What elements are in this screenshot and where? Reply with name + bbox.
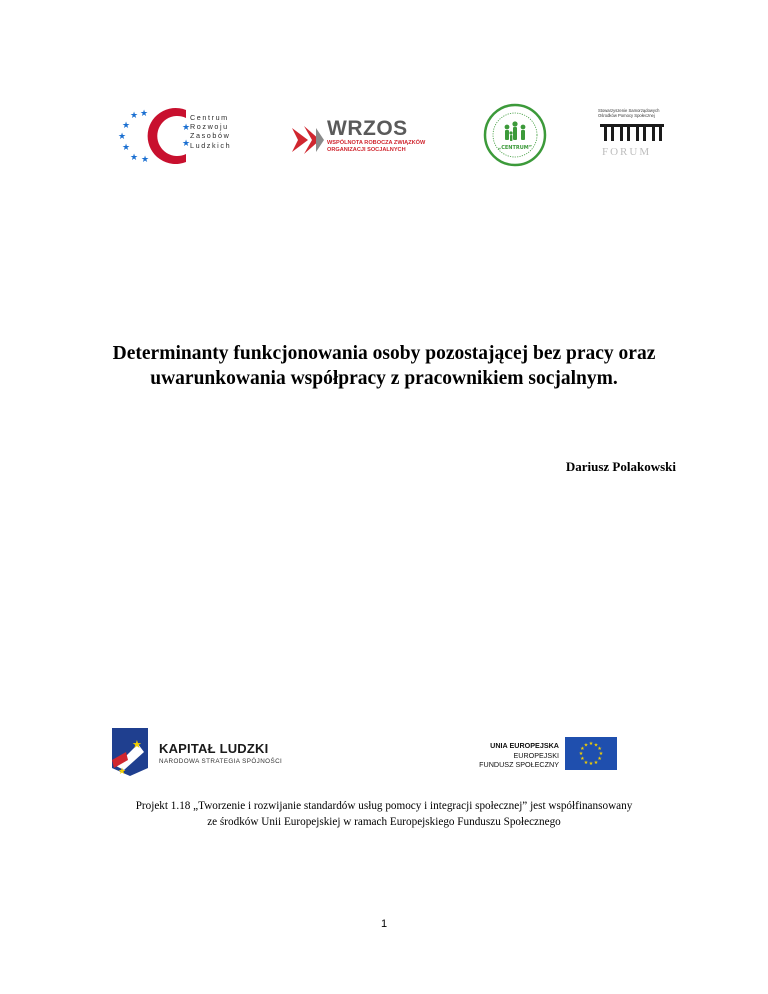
eu-flag-star: ★ [580, 756, 585, 763]
eu-flag-star: ★ [580, 746, 585, 753]
centrum-logo-icon [483, 103, 547, 167]
crzl-logo-text: Centrum Rozwoju Zasobów Ludzkich [190, 113, 232, 150]
kapital-ludzki-title: KAPITAŁ LUDZKI [159, 741, 269, 756]
svg-text:★: ★ [118, 767, 127, 777]
eu-fund-text: UNIA EUROPEJSKA EUROPEJSKI FUNDUSZ SPOŁECZNY [479, 741, 559, 769]
eu-flag-star: ★ [598, 751, 604, 758]
eu-flag-star: ★ [588, 761, 594, 768]
svg-text:★: ★ [130, 111, 139, 121]
svg-text:★: ★ [122, 143, 131, 153]
page-number: 1 [380, 918, 388, 930]
eu-flag-star: ★ [597, 746, 602, 753]
svg-text:★: ★ [130, 153, 139, 163]
wrzos-logo-title: WRZOS [327, 117, 408, 140]
eu-flag-star: ★ [597, 756, 602, 763]
author-name: Dariusz Polakowski [565, 459, 676, 474]
document-title: Determinanty funkcjonowania osoby pozostającej bez pracy oraz uwarunkowania współpracy z pracownikiem socjalnym. [112, 343, 656, 389]
eu-flag-star: ★ [593, 759, 599, 766]
svg-text:★: ★ [140, 109, 149, 119]
svg-text:★: ★ [118, 132, 127, 142]
eu-flag-star: ★ [578, 751, 584, 758]
kapital-ludzki-subtitle: NARODOWA STRATEGIA SPÓJNOŚCI [159, 758, 283, 765]
svg-text:★: ★ [141, 155, 150, 165]
forum-logo-word: FORUM [602, 146, 652, 158]
wrzos-logo-subtitle: WSPÓLNOTA ROBOCZA ZWIĄZKÓW ORGANIZACJI SOCJALNYCH [327, 140, 426, 153]
eu-flag-star: ★ [593, 742, 599, 749]
eu-flag-star: ★ [588, 741, 594, 748]
project-footnote: Projekt 1.18 „Tworzenie i rozwijanie standardów usług pomocy i integracji społecznej” jest współfinansowany ze środków Unii Europejskiej w ramach Europejskiego Funduszu Społecznego [135, 800, 633, 828]
svg-text:„CENTRUM”: „CENTRUM” [497, 145, 533, 151]
forum-logo-caption: Stowarzyszenie Samorządowych Ośrodków Pomocy Społecznej [598, 108, 660, 118]
eu-flag-star: ★ [583, 742, 589, 749]
svg-text:★: ★ [132, 738, 142, 751]
eu-flag-icon [565, 737, 617, 770]
svg-text:★: ★ [122, 121, 131, 131]
svg-text:★: ★ [182, 123, 191, 133]
svg-text:★: ★ [182, 139, 191, 149]
eu-flag-star: ★ [583, 759, 589, 766]
